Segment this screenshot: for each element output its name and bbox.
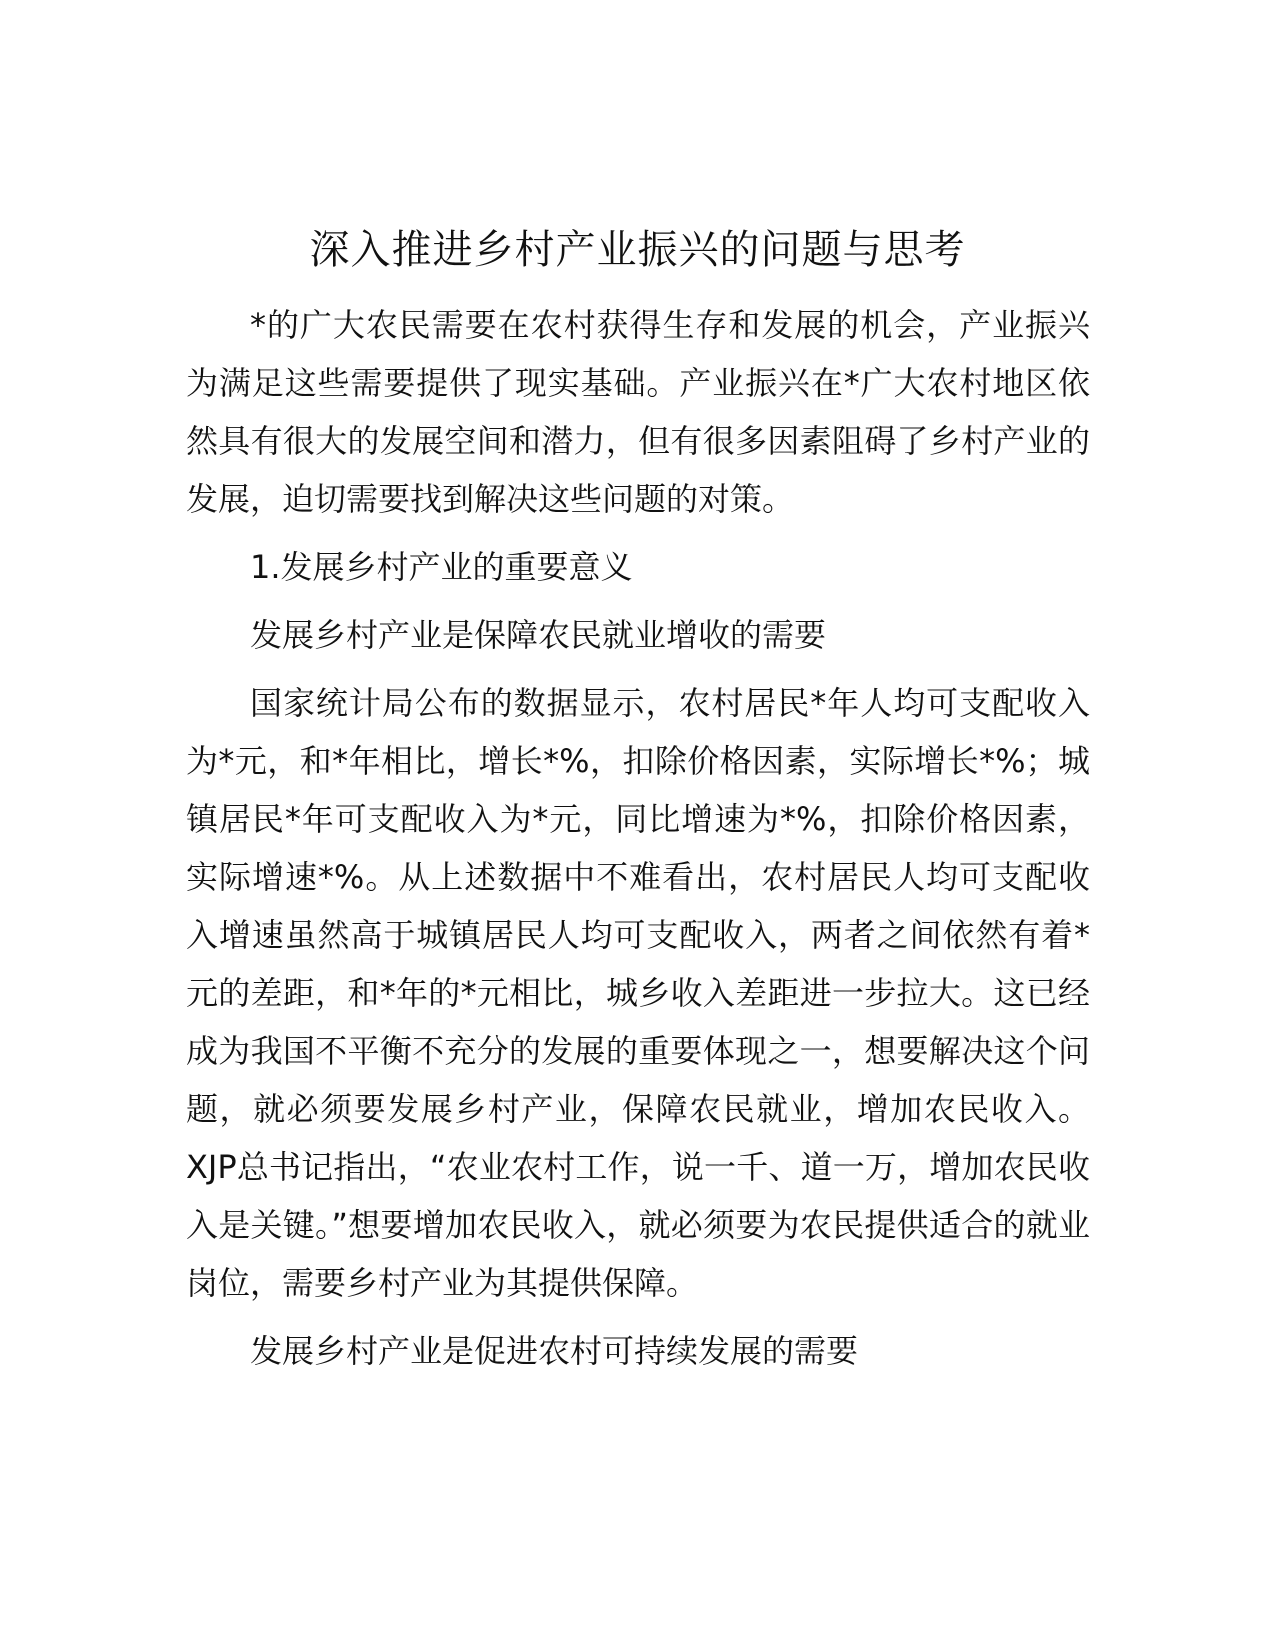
income-data-paragraph: 国家统计局公布的数据显示，农村居民*年人均可支配收入为*元，和*年相比，增长*%，扣除价格因素，实际增长*%；城镇居民*年可支配收入为*元，同比增速为*%，扣除价格因素，实际增速*%。从上述数据中不难看出，农村居民人均可支配收入增速虽然高于城镇居民人均可支配收入，两者之间依然有着*元的差距，和*年的*元相比，城乡收入差距进一步拉大。这已经成为我国不平衡不充分的发展的重要体现之一，想要解决这个问题，就必须要发展乡村产业，保障农民就业，增加农民收入。XJP总书记指出，“农业农村工作，说一千、道一万，增加农民收入是关键。”想要增加农民收入，就必须要为农民提供适合的就业岗位，需要乡村产业为其提供保障。 [186, 684, 1090, 1302]
subsection-heading-sustainable: 发展乡村产业是促进农村可持续发展的需要 [250, 1332, 859, 1370]
intro-paragraph: *的广大农民需要在农村获得生存和发展的机会，产业振兴为满足这些需要提供了现实基础。产业振兴在*广大农村地区依然具有很大的发展空间和潜力，但有很多因素阻碍了乡村产业的发展，迫切需要找到解决这些问题的对策。 [186, 306, 1090, 518]
document-body [186, 296, 1090, 1390]
section-heading-1: 1.发展乡村产业的重要意义 [250, 548, 633, 586]
document-title: 深入推进乡村产业振兴的问题与思考 [309, 227, 966, 273]
subsection-heading-employment: 发展乡村产业是保障农民就业增收的需要 [250, 616, 827, 654]
